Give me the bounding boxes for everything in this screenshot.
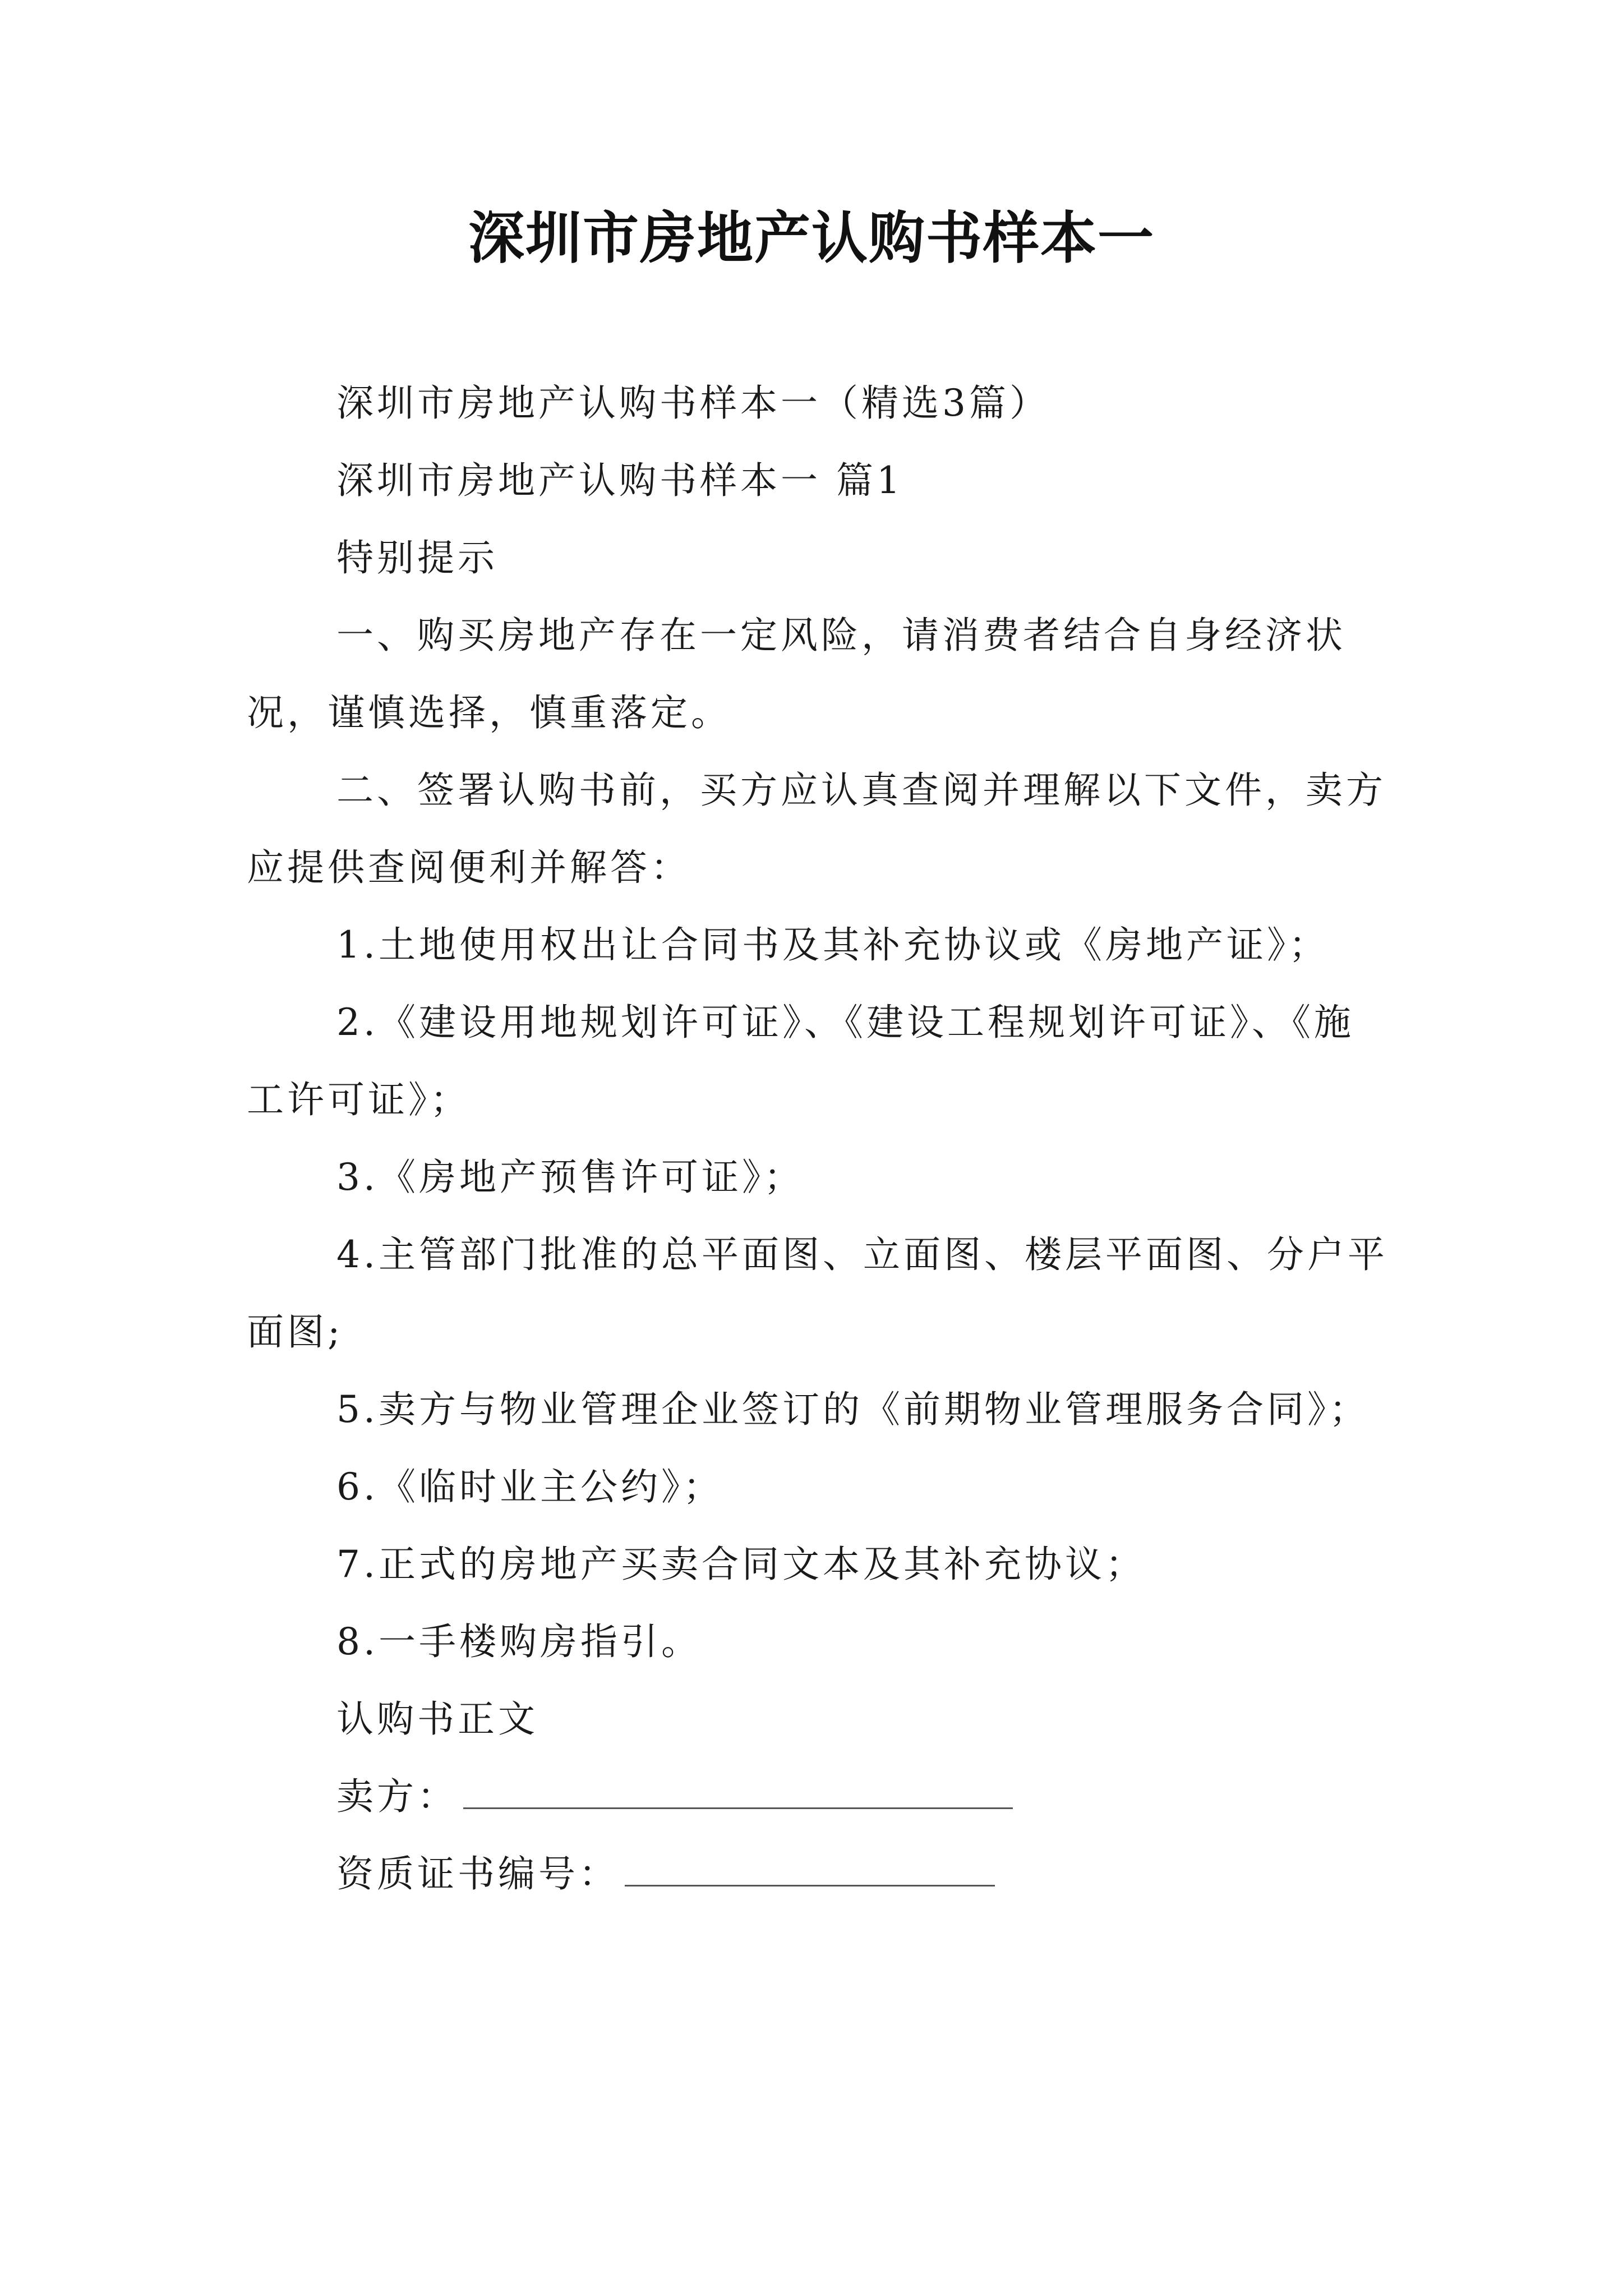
- body-heading: 认购书正文: [336, 1697, 538, 1741]
- document-list-item: 6.《临时业主公约》；: [336, 1465, 723, 1508]
- section-heading: 深圳市房地产认购书样本一 篇1: [336, 459, 903, 502]
- seller-field-row: [247, 1758, 1391, 1835]
- document-list-item: 7.正式的房地产买卖合同文本及其补充协议；: [336, 1543, 1146, 1586]
- cert-field-row: [247, 1835, 1391, 1913]
- document-list-item: 5.卖方与物业管理企业签订的《前期物业管理服务合同》；: [336, 1388, 1370, 1431]
- document-list-item: 3.《房地产预售许可证》；: [336, 1156, 804, 1199]
- document-list-item: 8.一手楼购房指引。: [336, 1620, 702, 1663]
- document-list-item: 2.《建设用地规划许可证》、《建设工程规划许可证》、《施工许可证》；: [247, 1001, 1354, 1121]
- document-body: [247, 365, 1391, 1913]
- seller-blank-line: [463, 1802, 1013, 1809]
- document-title: 深圳市房地产认购书样本一: [468, 205, 1155, 271]
- cert-number-blank-line: [625, 1879, 995, 1887]
- document-list-item: 4.主管部门批准的总平面图、立面图、楼层平面图、分户平面图;: [247, 1233, 1388, 1354]
- seller-label: 卖方：: [336, 1775, 458, 1818]
- cert-number-label: 资质证书编号：: [336, 1852, 619, 1895]
- document-list-item: 1.土地使用权出让合同书及其补充协议或《房地产证》；: [336, 923, 1329, 967]
- subtitle: 深圳市房地产认购书样本一（精选3篇）: [336, 381, 1050, 425]
- notice-item-1: 一、购买房地产存在一定风险，请消费者结合自身经济状况，谨慎选择，慎重落定。: [247, 614, 1346, 734]
- notice-heading: 特别提示: [336, 536, 498, 579]
- notice-item-2: 二、签署认购书前，买方应认真查阅并理解以下文件，卖方应提供查阅便利并解答：: [247, 769, 1386, 889]
